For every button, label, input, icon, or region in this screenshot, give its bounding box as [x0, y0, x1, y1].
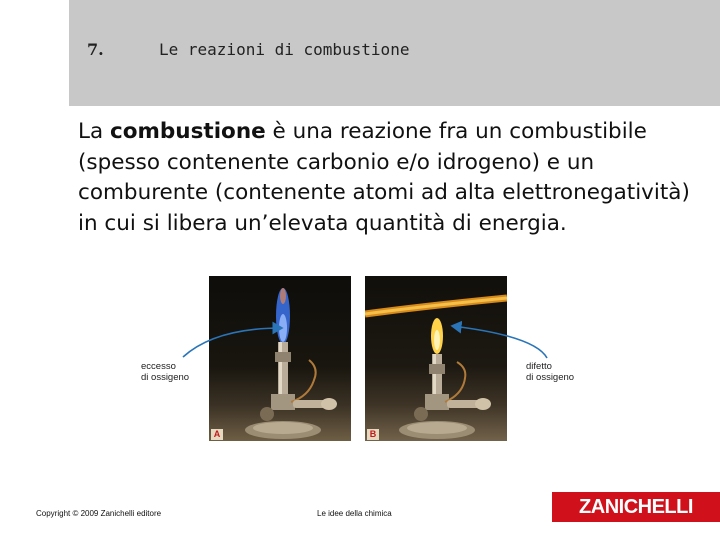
- annotation-lack-oxygen: [526, 361, 586, 383]
- footer-book-title: Le idee della chimica: [317, 509, 392, 518]
- annotation-a-line-2: di ossigeno: [141, 372, 190, 383]
- zanichelli-logo: ZANICHELLI: [552, 492, 720, 522]
- panel-letter-a: A: [211, 429, 223, 440]
- slide-number: 7.: [87, 40, 104, 59]
- arrow-to-flame-b: [452, 326, 547, 358]
- annotation-b-line-2: di ossigeno: [526, 372, 575, 383]
- footer-copyright: Copyright © 2009 Zanichelli editore: [36, 509, 162, 518]
- annotation-a-line-1: eccesso: [141, 361, 176, 372]
- panel-letter-b: B: [367, 429, 379, 440]
- annotation-b-line-1: difetto: [526, 361, 552, 372]
- body-intro: La: [78, 119, 110, 144]
- annotation-excess-oxygen: [141, 361, 201, 383]
- slide-title: Le reazioni di combustione: [159, 40, 410, 59]
- arrow-to-flame-a: [183, 328, 282, 357]
- body-rest: è una reazione fra un combustibile (spesso contenente carbonio e/o idrogeno) e un comburente (contenente atomi ad alta elettronegatività) in cui si libera un’elevata quantità di energia.: [78, 119, 690, 236]
- body-keyword: combustione: [110, 119, 266, 144]
